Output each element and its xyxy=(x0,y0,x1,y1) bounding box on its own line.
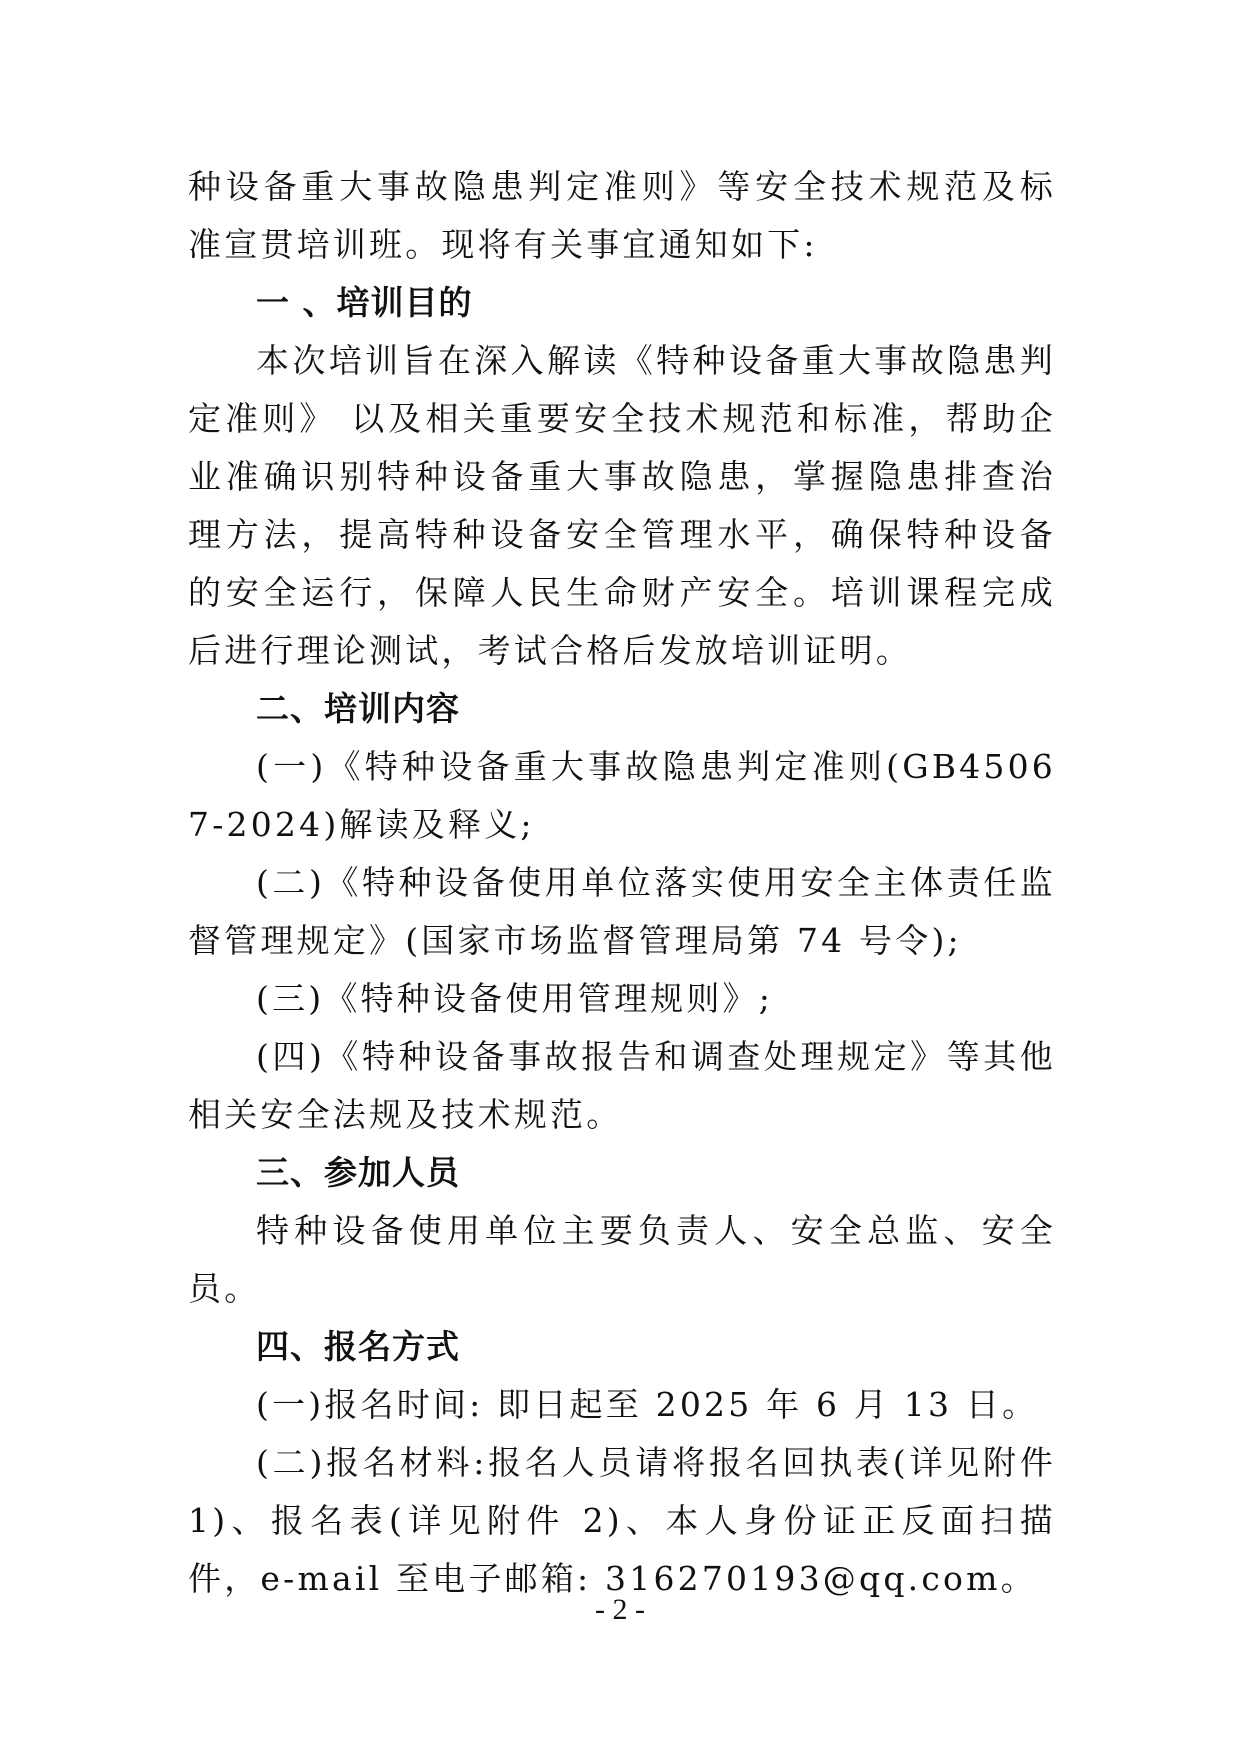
participants-paragraph: 特种设备使用单位主要负责人、安全总监、安全员。 xyxy=(188,1211,1056,1308)
intro-paragraph: 种设备重大事故隐患判定准则》等安全技术规范及标准宣贯培训班。现将有关事宜通知如下: xyxy=(188,167,1056,264)
page-number: - 2 - xyxy=(595,1593,645,1626)
training-content-item-1: (一)《特种设备重大事故隐患判定准则(GB45067-2024)解读及释义; xyxy=(188,747,1056,844)
training-content-item-4: (四)《特种设备事故报告和调查处理规定》等其他相关安全法规及技术规范。 xyxy=(188,1037,1056,1134)
registration-time-paragraph: (一)报名时间: 即日起至 2025 年 6 月 13 日。 xyxy=(256,1385,1039,1424)
training-content-item-2: (二)《特种设备使用单位落实使用安全主体责任监督管理规定》(国家市场监督管理局第 74 号令); xyxy=(188,863,1056,960)
section-heading-training-content: 二、培训内容 xyxy=(256,689,460,728)
section-heading-participants: 三、参加人员 xyxy=(256,1153,460,1192)
section-heading-training-purpose: 一 、培训目的 xyxy=(256,283,473,322)
training-content-item-3: (三)《特种设备使用管理规则》; xyxy=(256,979,774,1018)
section-heading-registration: 四、报名方式 xyxy=(256,1327,460,1366)
training-purpose-paragraph: 本次培训旨在深入解读《特种设备重大事故隐患判定准则》 以及相关重要安全技术规范和标准，帮助企业准确识别特种设备重大事故隐患，掌握隐患排查治理方法，提高特种设备安全管理水平，确保特种设备的安全运行，保障人民生命财产安全。培训课程完成后进行理论测试，考试合格后发放培训证明。 xyxy=(188,341,1056,670)
registration-materials-paragraph: (二)报名材料:报名人员请将报名回执表(详见附件 1)、报名表(详见附件 2)、本人身份证正反面扫描件，e-mail 至电子邮箱: 316270193@qq.com。 xyxy=(188,1443,1056,1598)
document-body xyxy=(188,158,1056,1608)
